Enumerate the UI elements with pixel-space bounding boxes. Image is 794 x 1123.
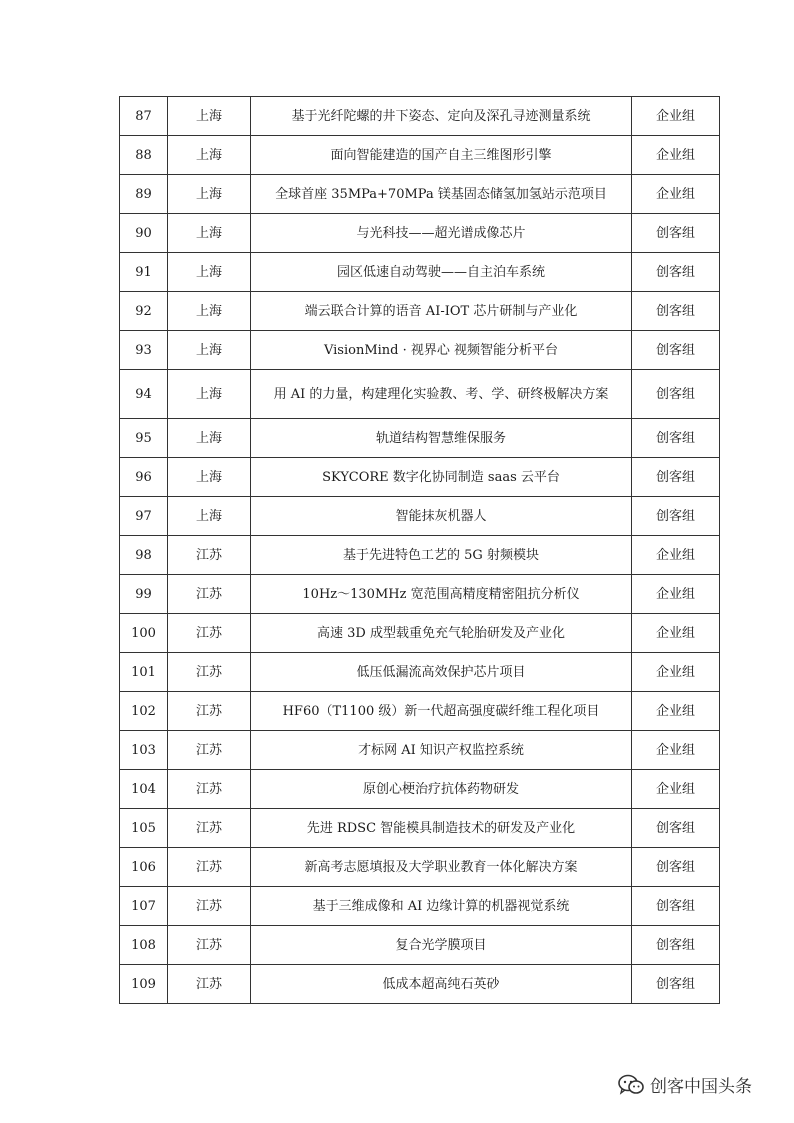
row-number-cell: 95	[120, 419, 168, 458]
project-table	[119, 96, 720, 1004]
project-name-cell: 端云联合计算的语音 AI-IOT 芯片研制与产业化	[251, 292, 632, 331]
region-cell: 上海	[168, 136, 251, 175]
row-number-cell: 100	[120, 614, 168, 653]
wechat-icon	[618, 1074, 644, 1096]
table-row	[120, 770, 720, 809]
project-name-cell: SKYCORE 数字化协同制造 saas 云平台	[251, 458, 632, 497]
table-row	[120, 97, 720, 136]
group-cell: 创客组	[632, 253, 720, 292]
group-cell: 企业组	[632, 731, 720, 770]
row-number-cell: 92	[120, 292, 168, 331]
table-row	[120, 536, 720, 575]
row-number-cell: 90	[120, 214, 168, 253]
table-row	[120, 331, 720, 370]
row-number-cell: 87	[120, 97, 168, 136]
row-number-cell: 107	[120, 887, 168, 926]
region-cell: 江苏	[168, 653, 251, 692]
table-row	[120, 653, 720, 692]
project-name-cell: 基于先进特色工艺的 5G 射频模块	[251, 536, 632, 575]
project-name-cell: 园区低速自动驾驶——自主泊车系统	[251, 253, 632, 292]
group-cell: 企业组	[632, 614, 720, 653]
project-name-cell: 10Hz～130MHz 宽范围高精度精密阻抗分析仪	[251, 575, 632, 614]
table-row	[120, 926, 720, 965]
group-cell: 企业组	[632, 692, 720, 731]
table-row	[120, 497, 720, 536]
region-cell: 上海	[168, 419, 251, 458]
group-cell: 企业组	[632, 770, 720, 809]
region-cell: 上海	[168, 370, 251, 419]
project-name-cell: 先进 RDSC 智能模具制造技术的研发及产业化	[251, 809, 632, 848]
row-number-cell: 103	[120, 731, 168, 770]
row-number-cell: 88	[120, 136, 168, 175]
row-number-cell: 97	[120, 497, 168, 536]
region-cell: 江苏	[168, 887, 251, 926]
group-cell: 创客组	[632, 926, 720, 965]
row-number-cell: 109	[120, 965, 168, 1004]
table-row	[120, 292, 720, 331]
row-number-cell: 94	[120, 370, 168, 419]
region-cell: 江苏	[168, 965, 251, 1004]
table-row	[120, 253, 720, 292]
group-cell: 创客组	[632, 331, 720, 370]
row-number-cell: 106	[120, 848, 168, 887]
project-name-cell: 新高考志愿填报及大学职业教育一体化解决方案	[251, 848, 632, 887]
table-row	[120, 419, 720, 458]
project-name-cell: HF60（T1100 级）新一代超高强度碳纤维工程化项目	[251, 692, 632, 731]
group-cell: 创客组	[632, 497, 720, 536]
project-name-cell: 低成本超高纯石英砂	[251, 965, 632, 1004]
group-cell: 创客组	[632, 370, 720, 419]
project-name-cell: 低压低漏流高效保护芯片项目	[251, 653, 632, 692]
group-cell: 创客组	[632, 809, 720, 848]
project-name-cell: 面向智能建造的国产自主三维图形引擎	[251, 136, 632, 175]
group-cell: 创客组	[632, 214, 720, 253]
table-row	[120, 731, 720, 770]
project-table-body	[120, 97, 720, 1004]
group-cell: 创客组	[632, 887, 720, 926]
group-cell: 企业组	[632, 175, 720, 214]
row-number-cell: 96	[120, 458, 168, 497]
project-name-cell: 才标网 AI 知识产权监控系统	[251, 731, 632, 770]
region-cell: 上海	[168, 253, 251, 292]
row-number-cell: 102	[120, 692, 168, 731]
project-name-cell: 全球首座 35MPa+70MPa 镁基固态储氢加氢站示范项目	[251, 175, 632, 214]
group-cell: 创客组	[632, 458, 720, 497]
region-cell: 上海	[168, 97, 251, 136]
row-number-cell: 99	[120, 575, 168, 614]
project-name-cell: 轨道结构智慧维保服务	[251, 419, 632, 458]
region-cell: 上海	[168, 458, 251, 497]
row-number-cell: 101	[120, 653, 168, 692]
table-row	[120, 458, 720, 497]
table-row	[120, 965, 720, 1004]
group-cell: 企业组	[632, 97, 720, 136]
row-number-cell: 104	[120, 770, 168, 809]
region-cell: 江苏	[168, 731, 251, 770]
watermark-text: 创客中国头条	[650, 1077, 752, 1097]
table-row	[120, 614, 720, 653]
region-cell: 江苏	[168, 536, 251, 575]
region-cell: 江苏	[168, 770, 251, 809]
project-name-cell: 与光科技——超光谱成像芯片	[251, 214, 632, 253]
project-name-cell: 基于三维成像和 AI 边缘计算的机器视觉系统	[251, 887, 632, 926]
table-row	[120, 370, 720, 419]
region-cell: 上海	[168, 214, 251, 253]
region-cell: 江苏	[168, 848, 251, 887]
table-row	[120, 136, 720, 175]
row-number-cell: 93	[120, 331, 168, 370]
row-number-cell: 91	[120, 253, 168, 292]
project-name-cell: 智能抹灰机器人	[251, 497, 632, 536]
group-cell: 创客组	[632, 848, 720, 887]
region-cell: 上海	[168, 292, 251, 331]
table-row	[120, 692, 720, 731]
table-row	[120, 887, 720, 926]
row-number-cell: 105	[120, 809, 168, 848]
region-cell: 江苏	[168, 809, 251, 848]
project-name-cell: 用 AI 的力量，构建理化实验教、考、学、研终极解决方案	[251, 370, 632, 419]
project-name-cell: VisionMind · 视界心 视频智能分析平台	[251, 331, 632, 370]
project-name-cell: 原创心梗治疗抗体药物研发	[251, 770, 632, 809]
project-name-cell: 基于光纤陀螺的井下姿态、定向及深孔寻迹测量系统	[251, 97, 632, 136]
group-cell: 企业组	[632, 575, 720, 614]
region-cell: 江苏	[168, 692, 251, 731]
group-cell: 企业组	[632, 653, 720, 692]
group-cell: 创客组	[632, 292, 720, 331]
table-row	[120, 214, 720, 253]
group-cell: 企业组	[632, 136, 720, 175]
region-cell: 江苏	[168, 926, 251, 965]
region-cell: 上海	[168, 497, 251, 536]
region-cell: 上海	[168, 331, 251, 370]
table-row	[120, 175, 720, 214]
table-row	[120, 809, 720, 848]
project-name-cell: 复合光学膜项目	[251, 926, 632, 965]
watermark	[618, 1072, 752, 1097]
row-number-cell: 108	[120, 926, 168, 965]
region-cell: 上海	[168, 175, 251, 214]
row-number-cell: 98	[120, 536, 168, 575]
row-number-cell: 89	[120, 175, 168, 214]
region-cell: 江苏	[168, 614, 251, 653]
table-row	[120, 848, 720, 887]
group-cell: 创客组	[632, 965, 720, 1004]
project-name-cell: 高速 3D 成型载重免充气轮胎研发及产业化	[251, 614, 632, 653]
group-cell: 创客组	[632, 419, 720, 458]
table-row	[120, 575, 720, 614]
region-cell: 江苏	[168, 575, 251, 614]
group-cell: 企业组	[632, 536, 720, 575]
